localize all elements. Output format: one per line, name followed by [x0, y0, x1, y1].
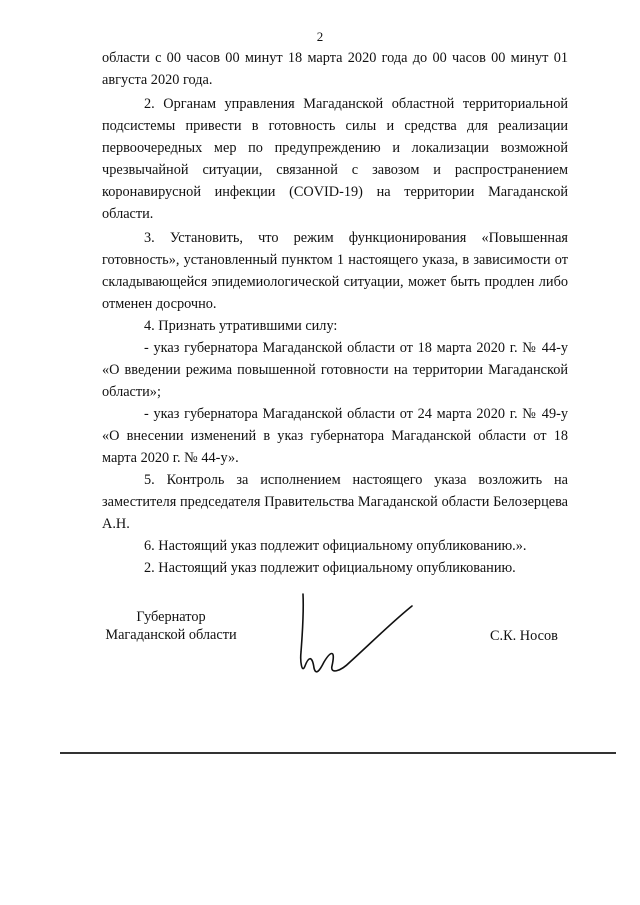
- signatory-title: Губернатор: [136, 609, 206, 625]
- paragraph-continuation: области с 00 часов 00 минут 18 марта 2020 года до 00 часов 00 минут 01 августа 2020 года.: [102, 50, 568, 88]
- paragraph-item-4: 4. Признать утратившими силу:: [144, 318, 338, 334]
- paragraph-final: 2. Настоящий указ подлежит официальному опубликованию.: [144, 560, 516, 576]
- footer-rule: [60, 752, 616, 754]
- document-body: [102, 47, 568, 579]
- signatory-name: С.К. Носов: [490, 628, 558, 644]
- paragraph-item-5: 5. Контроль за исполнением настоящего указа возложить на заместителя председателя Правительства Магаданской области Белозерцева А.Н.: [102, 472, 568, 532]
- paragraph-item-2: 2. Органам управления Магаданской областной территориальной подсистемы привести в готовность силы и средства для реализации первоочередных мер по предупреждению и локализации возможной чрезвычайной ситуации, связанной с завозом и распространением коронавирусной инфекции (COVID-19) на территории Магаданской области.: [102, 96, 568, 222]
- repealed-decree-2: - указ губернатора Магаданской области от 24 марта 2020 г. № 49-у «О внесении изменений в указ губернатора Магаданской области от 18 марта 2020 г. № 44-у».: [102, 406, 568, 466]
- paragraph-item-6: 6. Настоящий указ подлежит официальному опубликованию.».: [144, 538, 527, 554]
- paragraph-item-3: 3. Установить, что режим функционирования «Повышенная готовность», установленный пунктом 1 настоящего указа, в зависимости от складывающейся эпидемиологической ситуации, может быть продлен либо отменен досрочно.: [102, 230, 568, 312]
- repealed-decree-1: - указ губернатора Магаданской области от 18 марта 2020 г. № 44-у «О введении режима повышенной готовности на территории Магаданской области»;: [102, 340, 568, 400]
- page-number: 2: [316, 29, 324, 44]
- signatory-position: [96, 608, 246, 644]
- handwritten-signature: [280, 590, 430, 700]
- signatory-region: Магаданской области: [105, 627, 237, 643]
